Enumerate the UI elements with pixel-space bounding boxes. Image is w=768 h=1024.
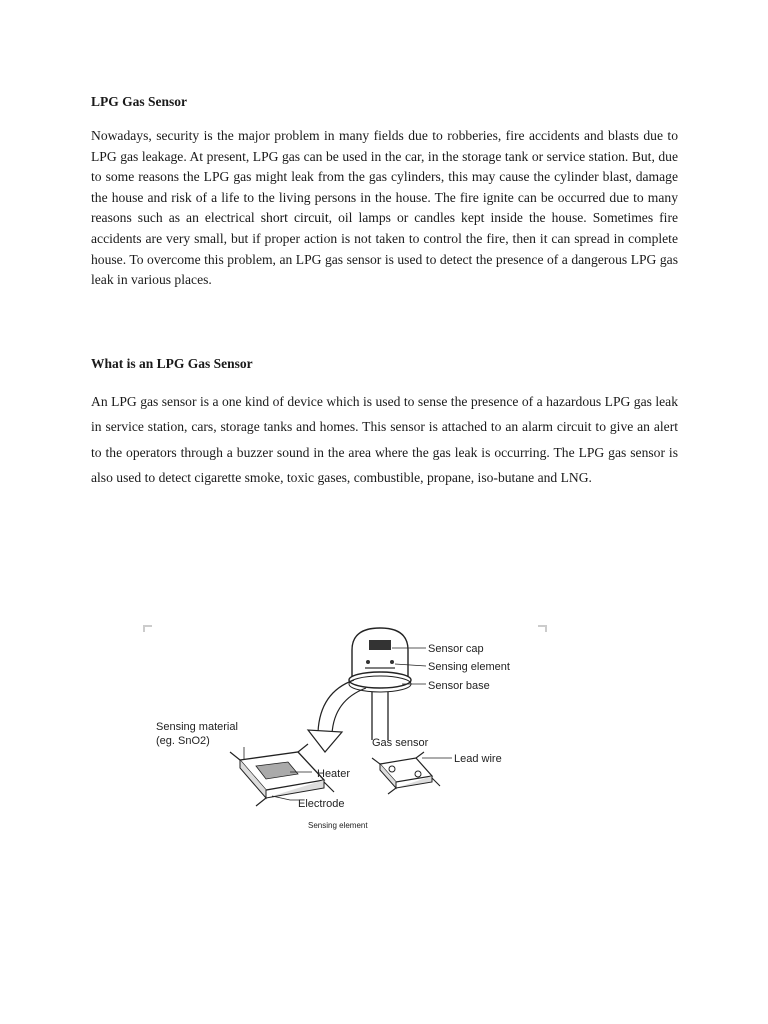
gas-sensor-diagram: [140, 622, 550, 842]
label-gas-sensor: Gas sensor: [372, 737, 429, 749]
definition-paragraph: An LPG gas sensor is a one kind of device which is used to sense the presence of a hazardous LPG gas leak in service station, cars, storage tanks and homes. This sensor is attached to an alarm circuit to give an alert to the operators through a buzzer sound in the area where the gas leak is occurring. The LPG gas sensor is also used to detect cigarette smoke, toxic gases, combustible, propane, iso-butane and LNG.: [91, 394, 678, 485]
section-heading-lpg-gas-sensor: LPG Gas Sensor: [91, 94, 188, 109]
intro-text-end: , oil lamps or candles kept inside the house. Sometimes fire accidents are very small, but if proper action is not taken to control the fire, then it can spread in complete house. To overcome this problem, an LPG gas sensor is used to detect the presence of a dangerous LPG gas leak in various places.: [91, 210, 679, 288]
label-sensing-material: Sensing material: [156, 721, 238, 733]
label-sensing-element: Sensing element: [428, 661, 510, 673]
short-circuit-link[interactable]: short circuit: [260, 210, 329, 226]
label-lead-wire: Lead wire: [454, 753, 502, 765]
sensor-diagram-svg: [140, 622, 550, 842]
intro-paragraph: [91, 126, 678, 291]
intro-text-start: Nowadays, security is the major problem in many fields due to robberies, fire accidents and blasts due to LPG gas leakage. At present, LPG gas can be used in the car, in the storage tank or service station. But, due to some reasons the LPG gas might leak from the gas cylinders, this may cause the cylinder blast, damage the house and risk of a life to the living persons in the house. The fire ignite can be occurred due to many reasons such as an electrical: [91, 128, 678, 226]
label-electrode: Electrode: [298, 798, 345, 810]
label-sensor-cap: Sensor cap: [428, 643, 484, 655]
section-heading-what-is: What is an LPG Gas Sensor: [91, 356, 253, 371]
label-heater: Heater: [317, 768, 351, 780]
gas-sensor-body: [349, 628, 411, 740]
figure-caption: Sensing element: [308, 821, 368, 830]
curved-arrow-icon: [308, 680, 366, 752]
label-sensor-base: Sensor base: [428, 680, 490, 692]
label-sensing-material-example: (eg. SnO2): [156, 735, 210, 747]
